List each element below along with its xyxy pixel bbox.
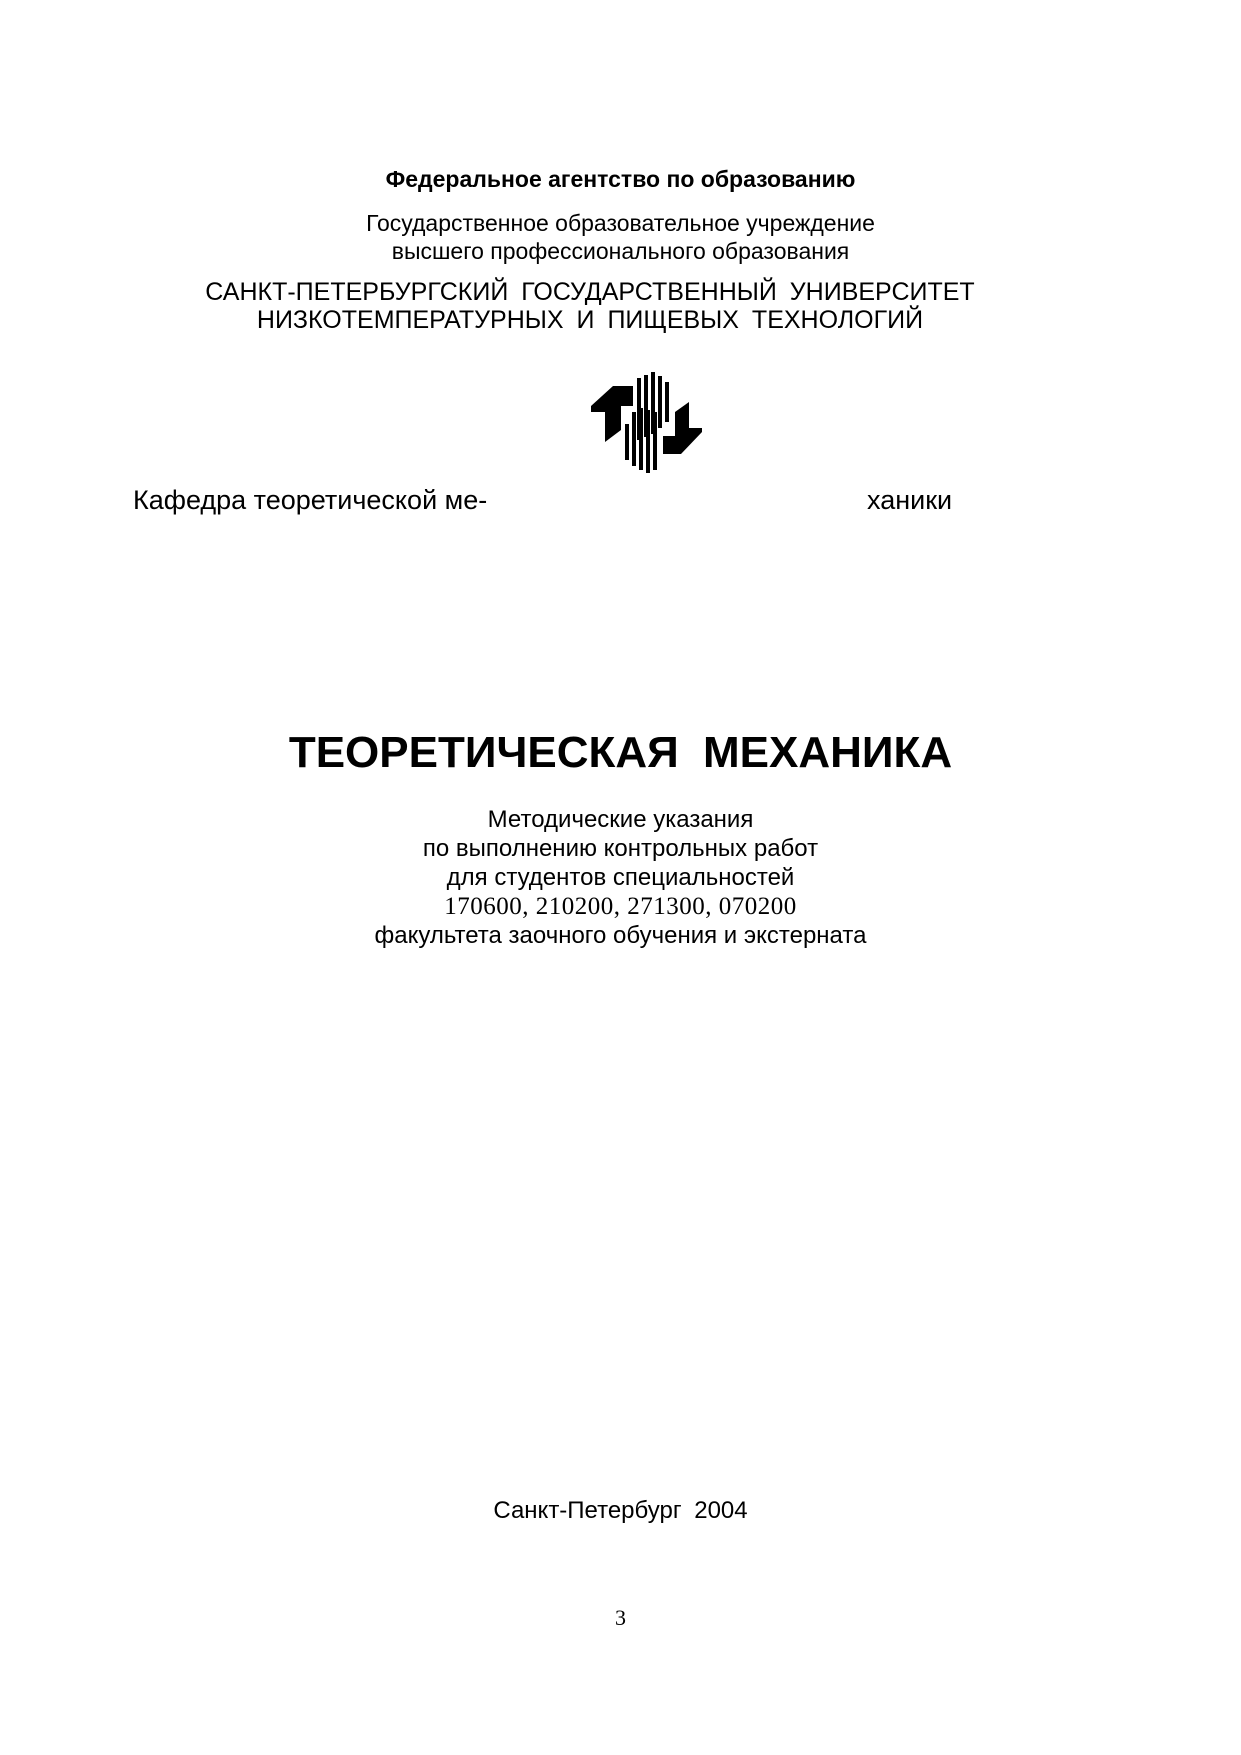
university-name-line-2: НИЗКОТЕМПЕРАТУРНЫХ И ПИЩЕВЫХ ТЕХНОЛОГИЙ [256, 306, 924, 334]
institution-type-line-1: Государственное образовательное учреждение [366, 210, 875, 236]
subtitle-line-2: по выполнению контрольных работ [422, 835, 819, 862]
institution-type-line-2: высшего профессионального образования [391, 238, 850, 264]
department-name-part-1: Кафедра теоретической ме- [133, 485, 488, 515]
agency-name: Федеральное агентство по образованию [385, 166, 856, 192]
specialty-codes: 170600, 210200, 271300, 070200 [444, 893, 797, 920]
department-name-part-2: ханики [867, 485, 953, 515]
page-number: 3 [615, 1605, 626, 1630]
city-and-year: Санкт-Петербург 2004 [493, 1497, 748, 1524]
subtitle-line-1: Методические указания [487, 806, 754, 833]
document-title: ТЕОРЕТИЧЕСКАЯ МЕХАНИКА [288, 728, 953, 777]
subtitle-line-3: для студентов специальностей [446, 864, 795, 891]
subtitle-line-5: факультета заочного обучения и экстерната [374, 922, 867, 949]
university-emblem-icon [591, 372, 702, 473]
university-name-line-1: САНКТ-ПЕТЕРБУРГСКИЙ ГОСУДАРСТВЕННЫЙ УНИВЕРСИТЕТ [205, 278, 975, 306]
